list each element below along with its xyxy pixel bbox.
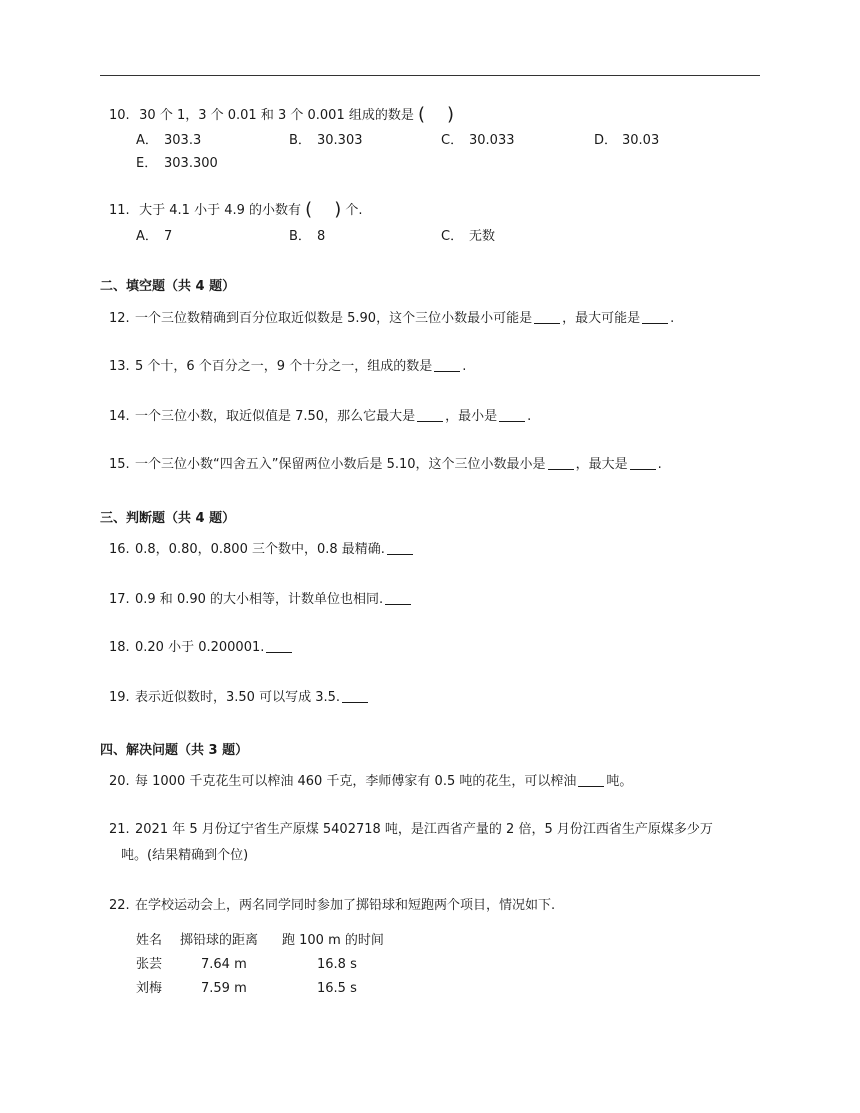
question-number: 19. [109,690,130,705]
option-b[interactable]: B． 8 [289,229,326,244]
answer-blank[interactable] [342,690,368,703]
section-heading-true-false: 三、判断题（共 4 题） [100,511,236,526]
question-number: 20. [109,774,130,789]
question-number: 13. [109,359,130,374]
option-c[interactable]: C． 30.033 [441,133,515,148]
question-12: 12. 一个三位数精确到百分位取近似数是 5.90，这个三位小数最小可能是 ，最大可能是 . [109,311,675,326]
question-10 [109,106,454,125]
question-number: 17. [109,592,130,607]
question-number: 16. [109,542,130,557]
answer-blank[interactable] [417,409,443,422]
option-d[interactable]: D． 30.03 [594,133,660,148]
question-number: 22. [109,898,130,913]
answer-blank[interactable] [499,409,525,422]
answer-blank[interactable] [630,457,656,470]
question-number: 14. [109,409,130,424]
option-a[interactable]: A． 303.3 [136,133,202,148]
question-number: 10. [109,108,130,123]
question-number: 18. [109,640,130,655]
question-17: 17. 0.9 和 0.90 的大小相等，计数单位也相同. [109,591,413,609]
question-number: 12. [109,311,130,326]
table-cell: 7.59 m [201,981,247,996]
paren-open: ( [418,104,426,125]
table-header-cell: 跑 100 m 的时间 [282,933,384,948]
section-heading-fill-in: 二、填空题（共 4 题） [100,279,236,294]
paren-close: ) [447,104,455,125]
question-11 [109,201,363,220]
answer-blank[interactable] [266,640,292,653]
header-rule [100,75,760,76]
question-21: 21. 2021 年 5 月份辽宁省生产原煤 5402718 吨，是江西省产量的 2 倍，5 月份江西省生产原煤多少万 [109,822,713,837]
paren-close: ) [334,199,342,220]
table-cell: 16.5 s [317,981,357,996]
question-15: 15. 一个三位小数“四舍五入”保留两位小数后是 5.10，这个三位小数最小是 ，最大是 . [109,457,662,472]
question-19: 19. 表示近似数时，3.50 可以写成 3.5. [109,689,370,707]
question-20: 20. 每 1000 千克花生可以榨油 460 千克，李师傅家有 0.5 吨的花生，可以榨油 吨。 [109,774,633,789]
question-13: 13. 5 个十，6 个百分之一，9 个十分之一，组成的数是 . [109,359,467,374]
question-21-line2: 吨。(结果精确到个位) [121,848,249,863]
table-cell: 张芸 [136,957,163,972]
question-number: 15. [109,457,130,472]
table-cell: 7.64 m [201,957,247,972]
question-number: 21. [109,822,130,837]
option-c[interactable]: C． 无数 [441,229,496,244]
answer-blank[interactable] [578,774,604,787]
section-heading-word-problems: 四、解决问题（共 3 题） [100,743,249,758]
question-22: 22. 在学校运动会上，两名同学同时参加了掷铅球和短跑两个项目，情况如下. [109,898,556,913]
answer-blank[interactable] [548,457,574,470]
option-a[interactable]: A． 7 [136,229,173,244]
table-header-cell: 姓名 [136,933,163,948]
answer-blank[interactable] [434,359,460,372]
answer-blank[interactable] [385,592,411,605]
answer-blank[interactable] [534,311,560,324]
question-16: 16. 0.8，0.80，0.800 三个数中，0.8 最精确. [109,541,415,559]
question-text: 大于 4.1 小于 4.9 的小数有 [139,203,302,218]
answer-blank[interactable] [642,311,668,324]
question-text: 30 个 1，3 个 0.01 和 3 个 0.001 组成的数是 [139,108,414,123]
answer-blank[interactable] [387,542,413,555]
question-number: 11. [109,203,130,218]
table-header-cell: 掷铅球的距离 [180,933,259,948]
option-e[interactable]: E． 303.300 [136,156,218,171]
table-cell: 16.8 s [317,957,357,972]
table-cell: 刘梅 [136,981,163,996]
question-text-after: 个. [345,203,363,218]
question-18: 18. 0.20 小于 0.200001. [109,639,294,657]
option-b[interactable]: B． 30.303 [289,133,363,148]
question-14: 14. 一个三位小数，取近似值是 7.50，那么它最大是 ，最小是 . [109,409,532,424]
paren-open: ( [305,199,313,220]
